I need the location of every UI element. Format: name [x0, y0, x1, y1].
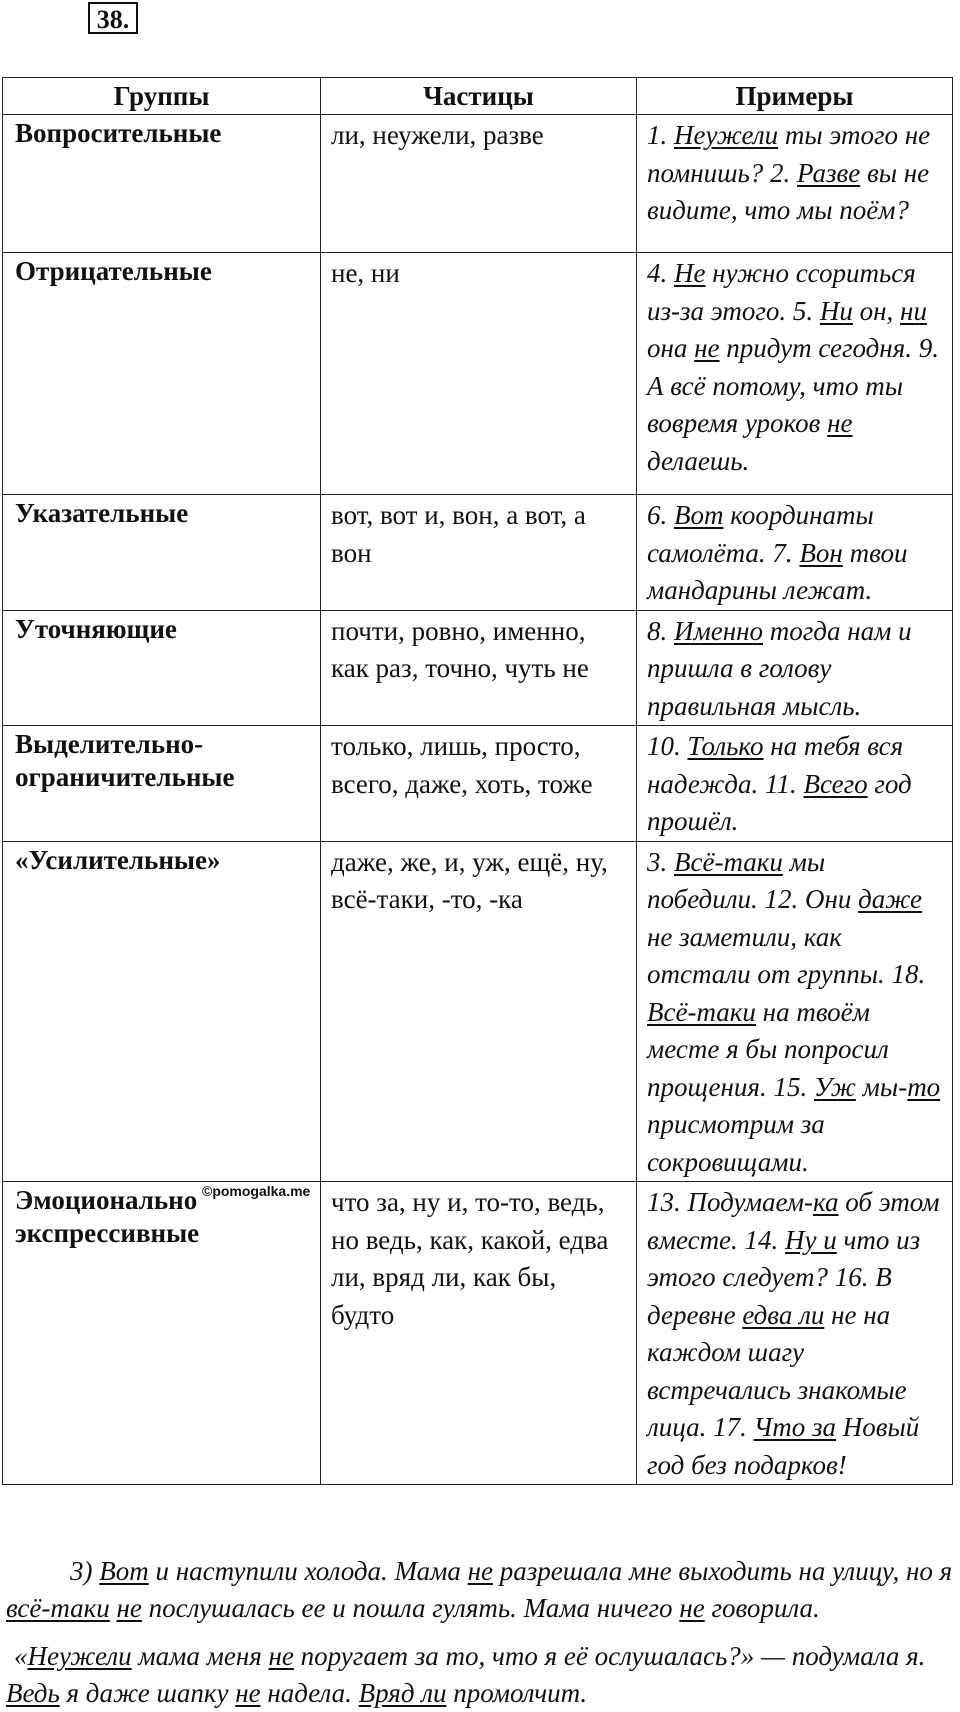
text-segment	[110, 1593, 117, 1623]
text-segment: я даже шапку	[59, 1678, 236, 1708]
group-cell: «Усилительные»	[3, 841, 321, 1182]
text-segment: твои мандарины лежат.	[647, 537, 908, 605]
examples-cell	[637, 726, 953, 842]
table-row	[3, 841, 953, 1182]
text-segment: говорила.	[704, 1593, 820, 1623]
highlighted-particle: Вряд ли	[358, 1678, 447, 1708]
highlighted-particle: Вот	[674, 500, 724, 530]
highlighted-particle: Всего	[803, 768, 868, 799]
group-cell: Выделительно-ограничительные	[3, 726, 321, 842]
text-segment: ты этого не помнишь? 2.	[647, 120, 931, 188]
highlighted-particle: Всё-таки	[674, 846, 783, 877]
text-segment: на тебя вся надежда. 11.	[647, 731, 904, 799]
highlighted-particle: Неужели	[674, 120, 779, 150]
particles-cell: только, лишь, просто, всего, даже, хоть, тоже	[321, 726, 637, 842]
text-segment: промолчит.	[446, 1678, 588, 1708]
highlighted-particle: Ни	[819, 295, 853, 326]
exercise-number: 38.	[88, 2, 138, 34]
highlighted-particle: не	[827, 408, 853, 438]
header-particles: Частицы	[321, 78, 637, 115]
text-segment: он,	[852, 295, 901, 326]
highlighted-particle: Всё-таки	[647, 996, 756, 1027]
highlighted-particle: ни	[900, 295, 927, 326]
highlighted-particle: едва ли	[742, 1299, 825, 1330]
highlighted-particle: Не	[674, 258, 706, 288]
highlighted-particle: Ведь	[6, 1678, 60, 1708]
particles-cell: не, ни	[321, 253, 637, 495]
text-segment: надела.	[260, 1678, 359, 1708]
text-segment: координаты самолёта. 7.	[647, 500, 874, 568]
highlighted-particle: ка	[813, 1187, 839, 1217]
highlighted-particle: Разве	[797, 157, 861, 188]
particles-cell: даже, же, и, уж, ещё, ну, всё-таки, -то, -ка	[321, 841, 637, 1182]
text-segment: вы не видите, что мы поём?	[647, 157, 930, 225]
highlighted-particle: Что за	[753, 1412, 836, 1442]
highlighted-particle: Ну и	[785, 1224, 837, 1255]
text-segment: год прошёл.	[647, 768, 912, 836]
text-segment: поругает за то, что я её ослушалась?» — подумала я.	[293, 1641, 926, 1671]
table-row	[3, 253, 953, 495]
group-cell: Эмоционально экспрессивные	[3, 1182, 321, 1485]
table-row	[3, 610, 953, 726]
text-segment: об этом вместе. 14.	[647, 1187, 940, 1255]
text-segment: нужно ссориться из-за этого. 5.	[647, 258, 916, 326]
highlighted-particle: Только	[687, 731, 764, 761]
text-segment: 8.	[647, 615, 674, 646]
text-segment: 3)	[70, 1556, 100, 1586]
header-examples: Примеры	[637, 78, 953, 115]
particles-cell: вот, вот и, вон, а вот, а вон	[321, 495, 637, 611]
text-segment: 13. Подумаем-	[647, 1187, 814, 1217]
text-segment: тогда нам и пришла в голову правильная мысль.	[647, 615, 912, 721]
table-row	[3, 726, 953, 842]
highlighted-particle: то	[907, 1071, 941, 1102]
text-segment: послушалась ее и пошла гулять. Мама ничего	[141, 1593, 680, 1623]
text-segment: что из этого следует? 16. В деревне	[647, 1224, 921, 1330]
highlighted-particle: не	[467, 1556, 493, 1586]
text-segment: не на каждом шагу встречались знакомые лица. 17.	[647, 1299, 907, 1442]
text-segment: 6.	[647, 500, 674, 530]
particles-table	[2, 77, 953, 1485]
particles-cell: почти, ровно, именно, как раз, точно, чуть не	[321, 610, 637, 726]
text-segment: 4.	[647, 258, 674, 288]
highlighted-particle: не	[679, 1593, 705, 1623]
highlighted-particle: Вон	[799, 537, 843, 568]
text-segment: присмотрим за сокровищами.	[647, 1109, 825, 1177]
text-segment: Новый год без подарков!	[647, 1412, 920, 1480]
highlighted-particle: не	[694, 333, 720, 363]
examples-cell	[637, 841, 953, 1182]
group-cell: Отрицательные	[3, 253, 321, 495]
text-segment: 10.	[647, 731, 688, 761]
highlighted-particle: Вот	[99, 1556, 149, 1586]
highlighted-particle: Именно	[674, 615, 764, 646]
table-row	[3, 115, 953, 253]
table-row	[3, 1182, 953, 1485]
highlighted-particle: Уж	[813, 1071, 856, 1102]
text-segment: и наступили холода. Мама	[148, 1556, 468, 1586]
highlighted-particle: Неужели	[27, 1641, 132, 1671]
particles-cell: что за, ну и, то-то, ведь, но ведь, как, какой, едва ли, вряд ли, как бы, будто	[321, 1182, 637, 1485]
text-segment: 1.	[647, 120, 674, 150]
highlighted-particle: всё-таки	[6, 1593, 110, 1623]
text-segment: разрешала мне выходить на улицу, но я	[493, 1556, 953, 1586]
text-segment: мама меня	[131, 1641, 269, 1671]
text-segment: «	[14, 1641, 28, 1671]
table-row	[3, 495, 953, 611]
answer-paragraph	[6, 1638, 956, 1712]
text-segment: она	[647, 333, 695, 363]
particles-cell: ли, неужели, разве	[321, 115, 637, 253]
highlighted-particle: не	[268, 1641, 294, 1671]
group-cell: Вопросительные	[3, 115, 321, 253]
examples-cell	[637, 253, 953, 495]
text-segment: мы-	[855, 1071, 908, 1102]
header-groups: Группы	[3, 78, 321, 115]
answer-paragraph	[6, 1553, 956, 1627]
group-cell: Указательные	[3, 495, 321, 611]
text-segment: делаешь.	[647, 445, 750, 476]
group-cell: Уточняющие	[3, 610, 321, 726]
examples-cell	[637, 115, 953, 253]
highlighted-particle: даже	[858, 884, 923, 914]
highlighted-particle: не	[116, 1593, 142, 1623]
text-segment: 3.	[647, 846, 674, 877]
examples-cell	[637, 1182, 953, 1485]
table-header-row	[3, 78, 953, 115]
examples-cell	[637, 495, 953, 611]
text-segment: мы победили. 12. Они	[647, 846, 859, 914]
highlighted-particle: не	[235, 1678, 261, 1708]
watermark: ©pomogalka.me	[202, 1183, 311, 1199]
text-segment: на твоём месте я бы попросил прощения. 15.	[647, 996, 889, 1102]
examples-cell	[637, 610, 953, 726]
text-segment: не заметили, как отстали от группы. 18.	[647, 921, 926, 989]
text-segment: придут сегодня. 9. А всё потому, что ты вовремя уроков	[647, 333, 939, 438]
